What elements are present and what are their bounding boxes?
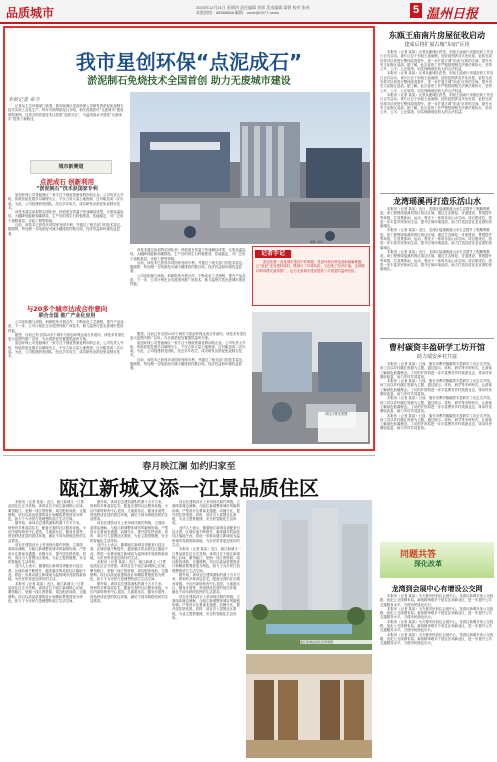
main-col4: 据悉，目前已有全国20多个城市与星创环保达成合作意向，该技术有望在更大范围内推广应用，为全国淤泥处置提供温州方案。 星创环保公司是瓯海区一家专注于固废资源化利用的企业。公司负责人介绍，传统淤泥处置多以填埋为主，不仅占用大量土地资源，还可能造成二次污染。为此，公司组建研发团队，经过多年攻关，成功研发出淤泥免烧制石技术。 目前，该技术已获得多项国家发明专利，并通过了相关部门的技术鉴定。据测算，每处理一万吨淤泥可减少碳排放约数百吨，经济效益和环境效益显著。 — [130, 332, 247, 371]
main-col1: 星创环保公司是瓯海区一家专注于固废资源化利用的企业。公司负责人介绍，传统淤泥处置多以填埋为主，不仅占用大量土地资源，还可能造成二次污染。为此，公司组建研发团队，经过多年攻关，成功研发出淤泥免烧制石技术。 该技术通过添加特定固化剂，使淤泥在常温下快速凝结成型，无需高温烧结，大幅降低能耗和碳排放。生产出的再生石料强度高、性能稳定，可广泛用于道路基层、市政工程等领域。 目前，该技术已获得多项国家发明专利，并通过了相关部门的技术鉴定。据测算，每处理一万吨淤泥可减少碳排放约数百吨，经济效益和环境效益显著。 — [8, 193, 124, 236]
right-top-body: 本报讯（记者 某某）记者从鹿城区获悉，东瓯王庙南片房屋征收工作近日正式启动。该片区位于东瓯王庙南侧，征收范围涉及多处房屋，征收完成后将对区块进行整体改造提升，进一步扩展古城“东庙”区块的空间，提升历史文化街区品质。据了解，此次征收工作严格按照相关法律法规执行，坚持公开、公平、公正原则，切实保障被征收人的合法权益。 本报讯（记者 某某）记者从鹿城区获悉，东瓯王庙南片房屋征收工作近日正式启动。该片区位于东瓯王庙南侧，征收范围涉及多处房屋，征收完成后将对区块进行整体改造提升，进一步扩展古城“东庙”区块的空间，提升历史文化街区品质。据了解，此次征收工作严格按照相关法律法规执行，坚持公开、公平、公正原则，切实保障被征收人的合法权益。 本报讯（记者 某某）记者从鹿城区获悉，东瓯王庙南片房屋征收工作近日正式启动。该片区位于东瓯王庙南侧，征收范围涉及多处房屋，征收完成后将对区块进行整体改造提升，进一步扩展古城“东庙”区块的空间，提升历史文化街区品质。据了解，此次征收工作严格按照相关法律法规执行，坚持公开、公平、公正原则，切实保障被征收人的合法权益。 — [380, 50, 494, 115]
masthead-info-line1: 2023年12月21日 星期四 责任编辑 刘郭 美术编辑 梁碧 校对 张伟 — [196, 5, 310, 10]
bottom-kicker: 春月映江澜 如约归家至 — [142, 462, 236, 472]
divider-2 — [380, 338, 494, 339]
masthead — [0, 0, 497, 24]
divider-1 — [380, 193, 494, 194]
main-photo — [130, 92, 370, 244]
secondary-photo-caption: 项目江景实景图 — [318, 412, 368, 442]
main-byline: 本报记者 章寺 — [8, 97, 40, 103]
bottom-photo-1-caption: 瓯江新城品质住区效果图 — [300, 640, 372, 644]
right-bottom-headline: 龙湾到会展中心有增设公交网 — [391, 585, 483, 593]
section2-subtitle: 联合全国 推广产业化应用 — [38, 313, 96, 319]
divider-bottom — [3, 455, 375, 456]
image-caption: 城市新赛道 — [30, 160, 112, 174]
right-bottom-body: 本报讯（记者 某某）为方便市民前往会展中心，龙湾区新增多条公交线路，优化公交线网布局。新线路串联多个居住区和商业区，进一步提升公共交通服务水平，方便市民绿色出行。 本报讯（记者 某某）为方便市民前往会展中心，龙湾区新增多条公交线路，优化公交线网布局。新线路串联多个居住区和商业区，进一步提升公共交通服务水平，方便市民绿色出行。 本报讯（记者 某某）为方便市民前往会展中心，龙湾区新增多条公交线路，优化公交线网布局。新线路串联多个居住区和商业区，进一步提升公共交通服务水平，方便市民绿色出行。 本报讯（记者 某某）为方便市民前往会展中心，龙湾区新增多条公交线路，优化公交线网布局。新线路串联多个居住区和商业区，进一步提升公共交通服务水平，方便市民绿色出行。 — [380, 594, 494, 646]
sidebar-title: 记者手记 — [255, 250, 291, 258]
main-col2: 该技术通过添加特定固化剂，使淤泥在常温下快速凝结成型，无需高温烧结，大幅降低能耗和碳排放。生产出的再生石料强度高、性能稳定，可广泛用于道路基层、市政工程等领域。 目前，该技术已获得多项国家发明专利，并通过了相关部门的技术鉴定。据测算，每处理一万吨淤泥可减少碳排放约数百吨，经济效益和环境效益显著。 公司还积极与高校、科研院所开展合作，不断优化工艺流程，提升产品品质。下一步，公司计划在全市范围内推广该技术，助力温州打造无废城市建设样板。 — [130, 248, 246, 287]
ad-banner — [380, 542, 494, 578]
right-low-subhead: 助力瑞安乡村共富 — [416, 354, 457, 360]
right-low-body: 本报讯（记者 某某）日前，瑞安市曹村镇碳资丰盈研学工坊正式开馆。该工坊以乡村碳汇资源为主题，通过展示、体验、研学等多种形式，让游客了解绿色低碳理念。工坊的开馆将进一步丰富曹村乡村旅游业态，带动村民增收致富，助力乡村共同富裕。 本报讯（记者 某某）日前，瑞安市曹村镇碳资丰盈研学工坊正式开馆。该工坊以乡村碳汇资源为主题，通过展示、体验、研学等多种形式，让游客了解绿色低碳理念。工坊的开馆将进一步丰富曹村乡村旅游业态，带动村民增收致富，助力乡村共同富裕。 本报讯（记者 某某）日前，瑞安市曹村镇碳资丰盈研学工坊正式开馆。该工坊以乡村碳汇资源为主题，通过展示、体验、研学等多种形式，让游客了解绿色低碳理念。工坊的开馆将进一步丰富曹村乡村旅游业态，带动村民增收致富，助力乡村共同富裕。 本报讯（记者 某某）日前，瑞安市曹村镇碳资丰盈研学工坊正式开馆。该工坊以乡村碳汇资源为主题，通过展示、体验、研学等多种形式，让游客了解绿色低碳理念。工坊的开馆将进一步丰富曹村乡村旅游业态，带动村民增收致富，助力乡村共同富裕。 — [380, 362, 494, 431]
bottom-col1: 本报讯（记者 某某）近日，瓯江新城又一江景品质住区正式亮相。该项目位于瓯江新城核心区域，紧邻瓯江，坐拥一线江景资源，周边配套成熟，交通便利。项目以高品质建筑设计和精致景观营造为特色，致力于为市民打造理想的滨江生活空间。 据介绍，该项目总建筑面积约数十万平方米，规划有多栋高层住宅，配备完善的社区服务设施。小区内部规划有中心花园、儿童游乐区、健身步道等，营造舒适宜居的居住环境，满足不同年龄段居民的生活需求。 项目在建筑设计上采用现代简约风格，立面线条简洁流畅，与瓯江新城整体城市风貌相协调。户型设计注重南北通透、动静分区，提升居住舒适度。同时，项目引入智慧社区系统，为业主提供便捷、安全的智能化生活体验。 业内人士表示，随着瓯江新城各项配套日趋完善，区域价值不断提升，越来越多的品质住区落地于此，将进一步推动瓯江新城成为温州城市发展的新高地，为市民带来更加美好的生活。 本报讯（记者 某某）近日，瓯江新城又一江景品质住区正式亮相。该项目位于瓯江新城核心区域，紧邻瓯江，坐拥一线江景资源，周边配套成熟，交通便利。项目以高品质建筑设计和精致景观营造为特色，致力于为市民打造理想的滨江生活空间。 — [8, 500, 86, 603]
sidebar-text: 淤泥处置一直是城市建设中的难题，星创环保以科技创新破解难题，让“废泥”变身建材原料，既减少了环境负担，又创造了经济价值。这种循环利用模式值得推广，也为无废城市建设提供了可借鉴的温州经验。 — [256, 260, 365, 273]
right-low-headline: 曹村碳资丰盈研学工坊开馆 — [389, 343, 485, 352]
right-top-headline: 东瓯王庙南片房屋征收启动 — [389, 31, 485, 40]
section2-title: 与20多个城市达成合作意向 — [26, 305, 108, 313]
main-headline: 我市星创环保“点泥成石” — [75, 50, 303, 74]
bottom-headline: 瓯江新城又添一江景品质住区 — [59, 476, 319, 500]
masthead-info — [196, 5, 406, 15]
main-col3: 公司还积极与高校、科研院所开展合作，不断优化工艺流程，提升产品品质。下一步，公司计划在全市范围内推广该技术，助力温州打造无废城市建设样板。 据悉，目前已有全国20多个城市与星创环保达成合作意向，该技术有望在更大范围内推广应用，为全国淤泥处置提供温州方案。 星创环保公司是瓯海区一家专注于固废资源化利用的企业。公司负责人介绍，传统淤泥处置多以填埋为主，不仅占用大量土地资源，还可能造成二次污染。为此，公司组建研发团队，经过多年攻关，成功研发出淤泥免烧制石技术。 — [8, 320, 125, 359]
bottom-photo-1 — [246, 500, 372, 650]
ad-line2: 深化改革 — [414, 560, 442, 568]
main-intro: 记者从生态环境部门获悉，我市瓯海区星创环保公司研发的淤泥免烧制石技术实现工业化生产，每年可消纳淤泥百万吨，相关成果获评“无废城市”建设典型案例，这项全国首创技术让淤泥“变废为宝”，为温州高水平建设“无废城市”提供了新路径。 — [8, 104, 124, 121]
masthead-info-line2: 本版热线：88888888 邮箱：wzrb@0577-news — [196, 10, 279, 15]
photo-credit: 摄影 周某 — [310, 240, 323, 244]
section1-title: 点泥成石 创新利用 — [39, 178, 95, 186]
right-mid-headline: 龙湾瑶溪再打造乐活山水 — [393, 197, 481, 206]
ad-line1: 同题共答 — [400, 550, 437, 560]
bottom-col2: 据介绍，该项目总建筑面积约数十万平方米，规划有多栋高层住宅，配备完善的社区服务设施。小区内部规划有中心花园、儿童游乐区、健身步道等，营造舒适宜居的居住环境，满足不同年龄段居民的生活需求。 项目在建筑设计上采用现代简约风格，立面线条简洁流畅，与瓯江新城整体城市风貌相协调。户型设计注重南北通透、动静分区，提升居住舒适度。同时，项目引入智慧社区系统，为业主提供便捷、安全的智能化生活体验。 业内人士表示，随着瓯江新城各项配套日趋完善，区域价值不断提升，越来越多的品质住区落地于此，将进一步推动瓯江新城成为温州城市发展的新高地，为市民带来更加美好的生活。 本报讯（记者 某某）近日，瓯江新城又一江景品质住区正式亮相。该项目位于瓯江新城核心区域，紧邻瓯江，坐拥一线江景资源，周边配套成熟，交通便利。项目以高品质建筑设计和精致景观营造为特色，致力于为市民打造理想的滨江生活空间。 据介绍，该项目总建筑面积约数十万平方米，规划有多栋高层住宅，配备完善的社区服务设施。小区内部规划有中心花园、儿童游乐区、健身步道等，营造舒适宜居的居住环境，满足不同年龄段居民的生活需求。 — [90, 500, 168, 603]
section1-subtitle: “淤泥制石”技术获国家专利 — [36, 186, 98, 192]
bottom-photo-2 — [246, 654, 372, 758]
section-tag: 品质城市 — [6, 6, 55, 20]
main-subhead: 淤泥制石免烧技术全国首创 助力无废城市建设 — [87, 76, 291, 87]
right-top-subhead: 建成后将扩展古城“东庙”区块 — [404, 42, 470, 48]
right-mid-body: 本报讯（记者 某某）近日，龙湾区瑶溪街道山水生态提升工程顺利推进。该工程围绕瑶溪风景区周边区域，通过生态修复、步道建设、景观提升等举措，打造集休闲、运动、观光于一体的乐活山水空间。项目建成后，将进一步丰富市民休闲生活，提升区域环境品质，助力打造宜居宜业宜游的美丽城区。 本报讯（记者 某某）近日，龙湾区瑶溪街道山水生态提升工程顺利推进。该工程围绕瑶溪风景区周边区域，通过生态修复、步道建设、景观提升等举措，打造集休闲、运动、观光于一体的乐活山水空间。项目建成后，将进一步丰富市民休闲生活，提升区域环境品质，助力打造宜居宜业宜游的美丽城区。 本报讯（记者 某某）近日，龙湾区瑶溪街道山水生态提升工程顺利推进。该工程围绕瑶溪风景区周边区域，通过生态修复、步道建设、景观提升等举措，打造集休闲、运动、观光于一体的乐活山水空间。项目建成后，将进一步丰富市民休闲生活，提升区域环境品质，助力打造宜居宜业宜游的美丽城区。 — [380, 207, 492, 272]
page-number: 5 — [410, 3, 422, 18]
bottom-col3: 项目在建筑设计上采用现代简约风格，立面线条简洁流畅，与瓯江新城整体城市风貌相协调。户型设计注重南北通透、动静分区，提升居住舒适度。同时，项目引入智慧社区系统，为业主提供便捷、安全的智能化生活体验。 业内人士表示，随着瓯江新城各项配套日趋完善，区域价值不断提升，越来越多的品质住区落地于此，将进一步推动瓯江新城成为温州城市发展的新高地，为市民带来更加美好的生活。 本报讯（记者 某某）近日，瓯江新城又一江景品质住区正式亮相。该项目位于瓯江新城核心区域，紧邻瓯江，坐拥一线江景资源，周边配套成熟，交通便利。项目以高品质建筑设计和精致景观营造为特色，致力于为市民打造理想的滨江生活空间。 据介绍，该项目总建筑面积约数十万平方米，规划有多栋高层住宅，配备完善的社区服务设施。小区内部规划有中心花园、儿童游乐区、健身步道等，营造舒适宜居的居住环境，满足不同年龄段居民的生活需求。 项目在建筑设计上采用现代简约风格，立面线条简洁流畅，与瓯江新城整体城市风貌相协调。户型设计注重南北通透、动静分区，提升居住舒适度。同时，项目引入智慧社区系统，为业主提供便捷、安全的智能化生活体验。 — [172, 500, 242, 621]
paper-logo: 温州日报 — [426, 7, 479, 22]
